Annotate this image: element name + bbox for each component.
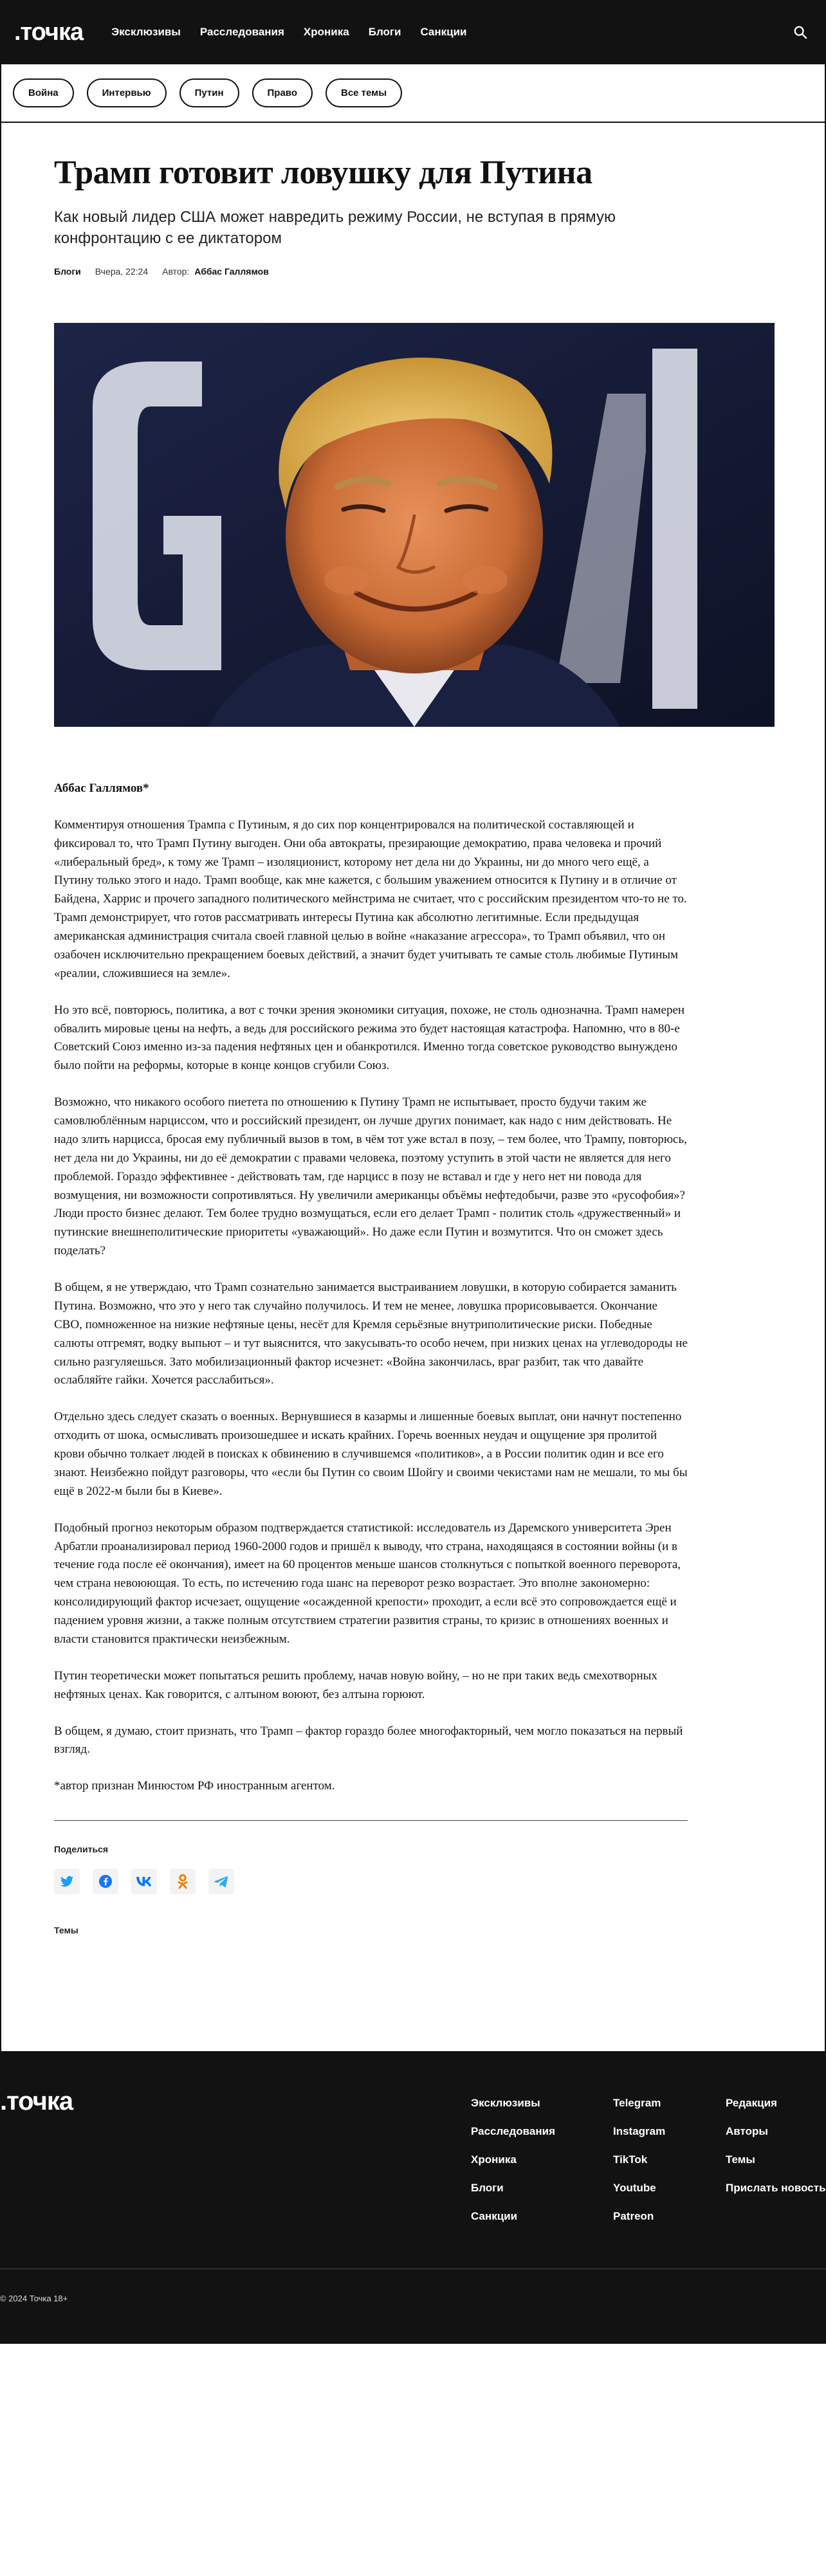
- nav-chronicle[interactable]: Хроника: [303, 26, 349, 38]
- site-logo[interactable]: .точка: [14, 18, 84, 46]
- footer-link-exclusives[interactable]: Эксклюзивы: [471, 2097, 540, 2110]
- share-telegram-button[interactable]: [208, 1868, 234, 1894]
- footer-link-telegram[interactable]: Telegram: [613, 2097, 661, 2110]
- footer-about: [726, 2096, 826, 2195]
- topic-interviews[interactable]: Интервью: [87, 78, 167, 107]
- article-paragraph: Но это всё, повторюсь, политика, а вот с точки зрения экономики ситуация, похоже, не столь однозначна. Трамп намерен обвалить мировые цены на нефть, а ведь для российского режима это будет настоящая катастрофа. Напомню, что в 80-е Советский Союз именно из-за падения нефтяных цен и обанкротился. Именно тогда советское руководство вынуждено было пойти на реформы, которые в конце концов сгубили Союз.: [54, 1003, 685, 1073]
- article: [1, 154, 825, 2051]
- author-info: [162, 266, 269, 277]
- footer-link-tiktok[interactable]: TikTok: [613, 2153, 648, 2166]
- topic-war[interactable]: Война: [13, 78, 74, 107]
- page-frame: [0, 64, 826, 2051]
- article-paragraph: Подобный прогноз некоторым образом подтверждается статистикой: исследователь из Даремского университета Эрен Арбатли проанализировал период 1960-2000 годов и пришёл к выводу, что страна, находящаяся в состоянии войны (и в течение года после её окончания), имеет на 60 процентов меньше шансов столкнуться с попыткой военного переворота, чем страна невоюющая. То есть, по истечению года шанс на переворот резко возрастает. Это вполне закономерно: консолидирующий фактор исчезает, ощущение «осажденной крепости» проходит, а если всё это сопровождается ещё и падением уровня жизни, а также полным отсутствием стратегии развития страны, то кризис в отношениях военных и власти становится практически неизбежным.: [54, 1521, 681, 1646]
- share-label: Поделиться: [54, 1844, 109, 1855]
- footer-copyright: © 2024 Точка 18+: [0, 2294, 68, 2304]
- facebook-icon: [98, 1874, 113, 1888]
- footer-link-sanctions[interactable]: Санкции: [471, 2210, 518, 2223]
- nav-exclusives[interactable]: Эксклюзивы: [111, 26, 181, 38]
- footer-link-send-news[interactable]: Прислать новость: [726, 2182, 826, 2195]
- article-paragraph: В общем, я думаю, стоит признать, что Трамп – фактор гораздо более многофакторный, чем могло показаться на первый взгляд.: [54, 1724, 683, 1757]
- content-spacer: [54, 1935, 772, 2051]
- article-body: [54, 780, 688, 1796]
- telegram-icon: [214, 1874, 228, 1888]
- nav-investigations[interactable]: Расследования: [199, 26, 284, 38]
- footer-link-youtube[interactable]: Youtube: [613, 2182, 656, 2195]
- article-title: Трамп готовит ловушку для Путина: [54, 154, 592, 191]
- share-facebook-button[interactable]: [93, 1868, 118, 1894]
- footer-link-patreon[interactable]: Patreon: [613, 2210, 654, 2223]
- article-byline: Аббас Галлямов*: [54, 781, 149, 795]
- footer-link-instagram[interactable]: Instagram: [613, 2125, 666, 2138]
- footer-link-authors[interactable]: Авторы: [726, 2125, 768, 2138]
- footer-logo[interactable]: .точка: [0, 2087, 73, 2116]
- top-nav: [0, 0, 826, 64]
- footer-link-investigations[interactable]: Расследования: [471, 2125, 556, 2138]
- article-category-link[interactable]: Блоги: [54, 266, 81, 277]
- article-divider: [54, 1820, 688, 1821]
- article-paragraph: В общем, я не утверждаю, что Трамп сознательно занимается выстраиванием ловушки, в которую собирается заманить Путина. Возможно, что это у него так случайно получилось. И тем не менее, ловушка прорисовывается. Окончание СВО, помноженное на низкие нефтяные цены, несёт для Кремля серьёзные внутриполитические риски. Победные салюты отгремят, водку выпьют – и тут выяснится, что закусывать-то особо нечем, при низких ценах на углеводороды не сильно разгуляешься. Зато мобилизационный фактор исчезнет: «Война закончилась, враг разбит, так что давайте ослабляйте гайки. Хочется расслабиться».: [54, 1281, 688, 1387]
- footer-link-editorial[interactable]: Редакция: [726, 2097, 777, 2110]
- topic-all[interactable]: Все темы: [326, 78, 402, 107]
- article-paragraph: Комментируя отношения Трампа с Путиным, я до сих пор концентрировался на политической составляющей и фиксировал то, что Трамп Путину выгоден. Они оба автократы, презирающие демократию, права человека и прочий «либеральный бред», к тому же Трамп – изоляционист, которому нет дела ни до Украины, ни до много чего ещё, а Путину только этого и надо. Трамп вообще, как мне кажется, с большим уважением относится к Путину и в отличие от Байдена, Харрис и прочего западного политического мейнстрима не считает, что с российским президентом что-то не то. Трамп демонстрирует, что готов рассматривать интересы Путина как абсолютно легитимные. Если предыдущая американская администрация считала своей главной целью в войне «наказание агрессора», то Трамп объявил, что он озабочен исключительно прекращением боевых действий, а значит будет учитывать те самые столь любимые Путиным «реалии, сложившиеся на земле».: [54, 818, 687, 980]
- nav-sanctions[interactable]: Санкции: [420, 26, 467, 38]
- topic-law[interactable]: Право: [252, 78, 313, 107]
- footer-link-themes[interactable]: Темы: [726, 2153, 755, 2166]
- nav-blogs[interactable]: Блоги: [368, 26, 401, 38]
- topic-bar: [1, 64, 825, 123]
- share-twitter-button[interactable]: [54, 1868, 80, 1894]
- twitter-icon: [60, 1874, 74, 1888]
- footer-link-blogs[interactable]: Блоги: [471, 2182, 504, 2195]
- share-bar: [54, 1868, 772, 1894]
- main-menu: [111, 26, 791, 39]
- author-link[interactable]: Аббас Галлямов: [194, 266, 269, 277]
- search-button[interactable]: [791, 23, 809, 41]
- search-icon: [793, 25, 807, 39]
- article-paragraph: Путин теоретически может попытаться решить проблему, начав новую войну, – но не при таких ведь смехотворных нефтяных ценах. Как говорится, с алтыном воюют, без алтына горюют.: [54, 1668, 657, 1701]
- site-footer: [0, 2051, 826, 2344]
- share-odnoklassniki-button[interactable]: [170, 1868, 196, 1894]
- topic-putin[interactable]: Путин: [179, 78, 239, 107]
- author-label: Автор:: [162, 266, 190, 277]
- article-meta: [54, 266, 772, 277]
- footer-socials: [613, 2096, 665, 2223]
- article-paragraph: Отдельно здесь следует сказать о военных. Вернувшиеся в казармы и лишенные боевых выплат, они начнут постепенно отходить от шока, осмысливать произошедшее и искать крайних. Горечь военных неудач и ощущение зря пролитой крови обычно толкает людей в поисках к обвинению в случившемся «политиков», а в России политик один и все его знают. Неизбежно пойдут разговоры, что «если бы Путин со своим Шойгу и своими чекистами нам не мешали, то мы бы ещё в 2022-м были бы в Киеве».: [54, 1410, 688, 1498]
- hero-image: [54, 323, 775, 727]
- themes-label: Темы: [54, 1925, 78, 1936]
- article-paragraph: Возможно, что никакого особого пиетета по отношению к Путину Трамп не испытывает, просто будучи таким же самовлюблённым нарциссом, что и российский президент, он лучше других понимает, как надо с ним действовать. Не надо злить нарцисса, бросая ему публичный вызов в том, в чём тот уже встал в позу, – тем более, что Трампу, повторюсь, нет дела ни до Украины, ни до её демократии с правами человека, поэтому уступить в этой части не является для него проблемой. Гораздо эффективнее - действовать там, где нарцисс в позу не вставал и где у него нет ни повода для возмущения, ни возможности сопротивляться. Ну увеличили американцы объёмы нефтедобычи, разве это «русофобия»? Люди просто бизнес делают. Тем более трудно возмущаться, если его делает Трамп - политик столь «дружественный» и путинские внешнеполитические приоритеты «уважающий». Но даже если Путин и возмутится. Что он сможет здесь поделать?: [54, 1095, 687, 1258]
- odnoklassniki-icon: [176, 1874, 189, 1889]
- footer-sections: [471, 2096, 555, 2223]
- article-date: Вчера, 22:24: [95, 266, 149, 277]
- article-footnote: *автор признан Минюстом РФ иностранным агентом.: [54, 1779, 335, 1793]
- footer-link-chronicle[interactable]: Хроника: [471, 2153, 517, 2166]
- article-lead: Как новый лидер США может навредить режиму России, не вступая в прямую конфронтацию с ее диктатором: [54, 208, 616, 248]
- hero-photo-illustration: [54, 323, 775, 727]
- vk-icon: [136, 1876, 152, 1886]
- share-vk-button[interactable]: [131, 1868, 157, 1894]
